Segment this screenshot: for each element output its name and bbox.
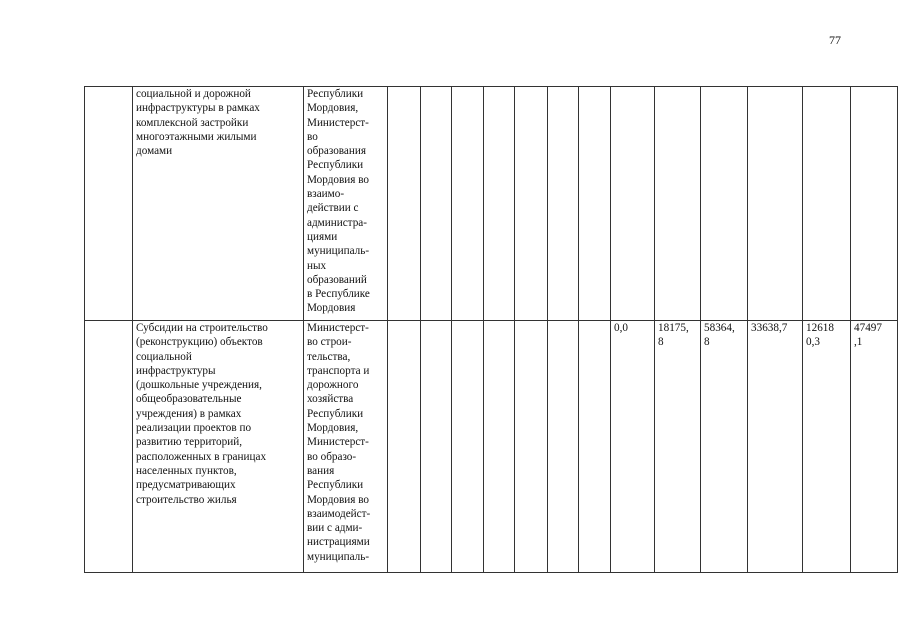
executor-cell: Республики Мордовия, Министерст- во образования Республики Мордовия во взаимо- действии с администра- циями муниципаль- ных образований в Республике Мордовия bbox=[304, 87, 388, 321]
value-cell bbox=[548, 321, 579, 573]
value-cell bbox=[421, 321, 452, 573]
value-cell: 33638,7 bbox=[748, 321, 803, 573]
value-cell bbox=[548, 87, 579, 321]
measure-name-cell: Субсидии на строительство (реконструкцию) объектов социальной инфраструктуры (дошкольные учреждения, общеобразовательные учреждения) в рамках реализации проектов по развитию территорий, расположенных в границах населенных пунктов, предусматривающих строительство жилья bbox=[133, 321, 304, 573]
row-number-cell bbox=[85, 87, 133, 321]
value-cell bbox=[452, 87, 484, 321]
value-cell bbox=[579, 321, 611, 573]
value-cell bbox=[748, 87, 803, 321]
value-cell: 18175, 8 bbox=[655, 321, 701, 573]
value-cell: 0,0 bbox=[611, 321, 655, 573]
program-table bbox=[84, 86, 898, 573]
value-cell bbox=[421, 87, 452, 321]
measure-name-cell: социальной и дорожной инфраструктуры в рамках комплексной застройки многоэтажными жилыми домами bbox=[133, 87, 304, 321]
page-number: 77 bbox=[829, 33, 841, 47]
value-cell bbox=[515, 87, 548, 321]
value-cell bbox=[388, 321, 421, 573]
row-number-cell bbox=[85, 321, 133, 573]
value-cell bbox=[484, 87, 515, 321]
table-row bbox=[85, 87, 898, 321]
executor-cell: Министерст- во строи- тельства, транспорта и дорожного хозяйства Республики Мордовия, Министерст- во образо- вания Республики Мордовия во взаимодейст- вии с адми- нистрациями муниципаль- bbox=[304, 321, 388, 573]
value-cell: 58364, 8 bbox=[701, 321, 748, 573]
value-cell bbox=[388, 87, 421, 321]
value-cell bbox=[579, 87, 611, 321]
value-cell bbox=[611, 87, 655, 321]
table-row bbox=[85, 321, 898, 573]
value-cell bbox=[452, 321, 484, 573]
value-cell bbox=[701, 87, 748, 321]
value-cell bbox=[515, 321, 548, 573]
value-cell bbox=[484, 321, 515, 573]
value-cell bbox=[655, 87, 701, 321]
value-cell: 12618 0,3 bbox=[803, 321, 851, 573]
value-cell: 47497 ,1 bbox=[851, 321, 898, 573]
value-cell bbox=[851, 87, 898, 321]
value-cell bbox=[803, 87, 851, 321]
